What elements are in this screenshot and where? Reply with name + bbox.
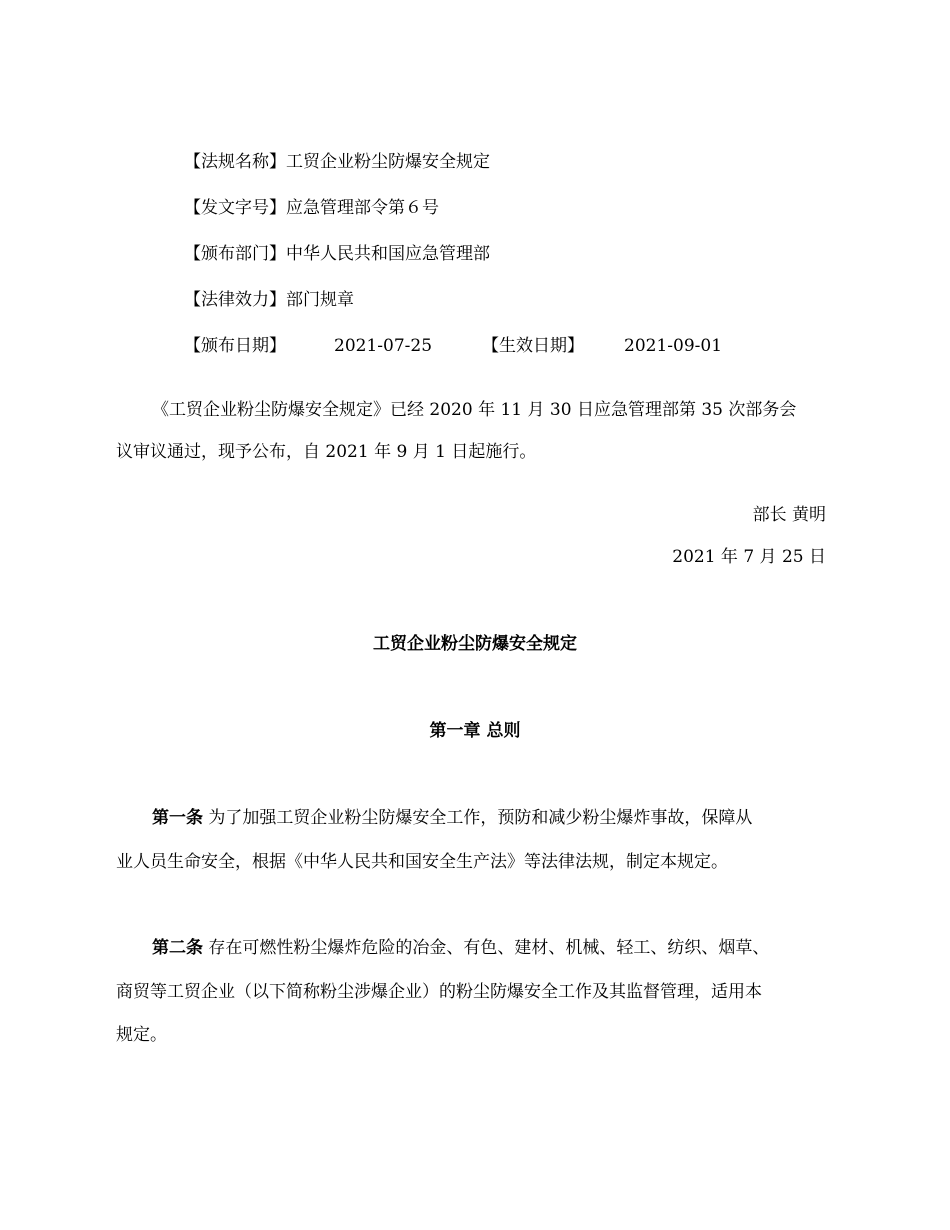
article-2-line-1 [152, 937, 769, 959]
article-1-text-1: 为了加强工贸企业粉尘防爆安全工作，预防和减少粉尘爆炸事故，保障从 [203, 808, 753, 828]
meta-effective-date-value: 2021-09-01 [624, 336, 723, 356]
meta-title-label: 【法规名称】 [184, 152, 286, 172]
article-2-line-3: 规定。 [116, 1025, 167, 1045]
meta-doc-no-value: 应急管理部令第６号 [286, 198, 439, 218]
meta-doc-no-label: 【发文字号】 [184, 198, 286, 218]
meta-title-value: 工贸企业粉尘防爆安全规定 [286, 152, 490, 172]
meta-effect-row [184, 289, 354, 311]
meta-doc-no-row [184, 197, 439, 219]
meta-effect-label: 【法律效力】 [184, 290, 286, 310]
article-1-line-2: 业人员生命安全，根据《中华人民共和国安全生产法》等法律法规，制定本规定。 [116, 852, 728, 872]
meta-issuer-label: 【颁布部门】 [184, 244, 286, 264]
order-line-2: 议审议通过，现予公布，自 2021 年 9 月 1 日起施行。 [116, 442, 537, 462]
meta-issue-date-value: 2021-07-25 [334, 336, 433, 356]
chapter-heading: 第一章 总则 [429, 721, 521, 741]
meta-issue-date-label: 【颁布日期】 [184, 336, 286, 356]
meta-effective-date-label: 【生效日期】 [482, 336, 584, 356]
meta-title-row [184, 151, 490, 173]
order-line-1: 《工贸企业粉尘防爆安全规定》已经 2020 年 11 月 30 日应急管理部第 35 次部务会 [152, 400, 797, 420]
order-signer: 部长 黄明 [752, 505, 826, 525]
meta-issuer-row [184, 243, 490, 265]
meta-issuer-value: 中华人民共和国应急管理部 [286, 244, 490, 264]
article-1-line-1 [152, 807, 752, 829]
article-1-label: 第一条 [152, 808, 203, 828]
meta-effect-value: 部门规章 [286, 290, 354, 310]
article-2-label: 第二条 [152, 938, 203, 958]
article-2-line-2: 商贸等工贸企业（以下简称粉尘涉爆企业）的粉尘防爆安全工作及其监督管理，适用本 [116, 982, 762, 1002]
article-2-text-1: 存在可燃性粉尘爆炸危险的冶金、有色、建材、机械、轻工、纺织、烟草、 [203, 938, 770, 958]
regulation-title: 工贸企业粉尘防爆安全规定 [373, 634, 577, 654]
order-date: 2021 年 7 月 25 日 [672, 547, 826, 567]
